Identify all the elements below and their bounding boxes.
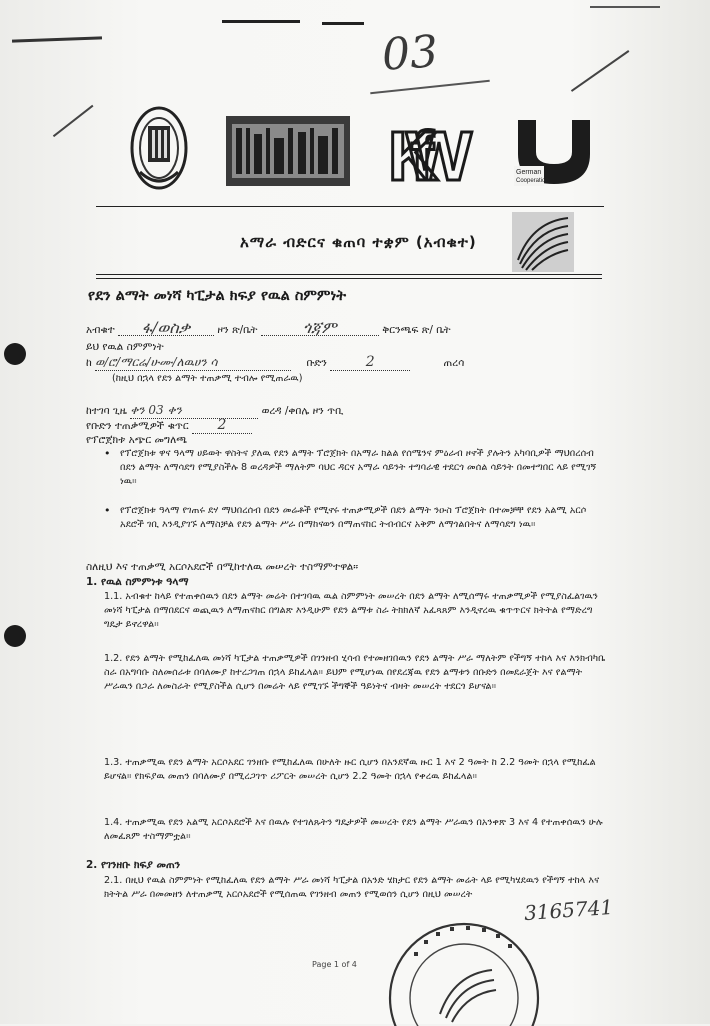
acsi-emblem-logo xyxy=(512,212,574,272)
amhara-emblem-logo xyxy=(128,102,190,194)
title-rule-2 xyxy=(96,278,602,279)
project-bullet-1: የፕሮጀክቱ ዋና ዓላማ ሀይወት ዋስትና ያለዉ የደን ልማት ፕሮጀክት በአማራ ክልል የሰሜንና ምዕራብ ዞኖች ያሉትን አካባቢዎች ማህበረሰብ በደን ልማት ለማሳደግ የሚያስችሉ 8 ወረዳዎች ማለትም ባህር ዳርና አማራ ሳይንት ተግባራዊ ተደርጎ መሰል ሳይንት በመተግበር ላይ የሚገኝ ነዉ። xyxy=(120,448,597,487)
bullet-dot: • xyxy=(104,504,111,517)
german-cooperation-logo xyxy=(514,112,594,190)
label-contract-date: ከተገባ ጊዜ xyxy=(86,405,127,417)
label-member-count: የቡድን ተጠቃሚዎች ቁጥር xyxy=(86,420,189,432)
bullet-dot: • xyxy=(104,447,111,460)
svg-text:KfW: KfW xyxy=(388,117,472,188)
clause-1-1: 1.1. አብቁተ ከላይ የተጠቀሰዉን በደን ልማት መሬት በተገባዉ ዉል ስምምነት መሠረት በደን ልማት ለሚሰማሩ ተጠቃሚዎች የሚያስፈልገዉን መነሻ ካፒታል በማበደርና ወጪዉን ለማጠናከር በግልጽ እንዲሁም የደን ልማቱ ስራ ትክክለኛ አፈጻጸም እንዲኖረዉ ቁጥጥርና ክትትል የማድረግ ግዴታ ይኖረዋል። xyxy=(104,591,598,630)
kfw-logo xyxy=(384,116,476,188)
label-from: ከ xyxy=(86,357,92,369)
value-group-number: 2 xyxy=(330,355,410,371)
acsi-building-logo xyxy=(226,116,350,186)
label-branch-office: ቅርንጫፍ ጽ/ ቤት xyxy=(382,324,451,336)
field-row-4: (ከዚህ በኋላ የደን ልማት ተጠቃሚ ተብሎ የሚጠራዉ) xyxy=(112,373,303,384)
official-stamp xyxy=(384,914,544,1026)
field-row-7: የፕሮጀክቱ አጭር መግለጫ xyxy=(86,434,188,446)
clause-1-3: 1.3. ተጠቃሚዉ የደን ልማት አርሶአደር ገንዘቡ የሚከፈለዉ በሁለት ዙር ሲሆን በአንደኛዉ ዙር 1 እና 2 ዓመት ከ 2.2 ዓመት በኋላ የሚከፈል ይሆናል። የክፍያዉ መጠን በባለሙያ በሚረጋገጥ ሪፖርት መሠረት ሲሆን 2.2 ዓመት በኋላ የቀረዉ ይከፈላል። xyxy=(104,757,596,782)
value-branch: ፋ/ወስቃ xyxy=(118,320,214,336)
clause-2-1: 2.1. በዚህ የዉል ስምምነት የሚከፈለዉ የደን ልማት ሥራ መነሻ ካፒታል በአንድ ሄክታር የደን ልማት መሬት ላይ የሚካሄደዉን የችግኝ ተከላ እና ክትትል ሥራ በመመዘን ለተጠቃሚ አርሶአደሮች የሚሰጠዉ የገንዘብ መጠን የሚወሰን ሲሆን በዚህ መሠረት xyxy=(104,875,600,900)
label-acsi: አብቁተ xyxy=(86,324,115,336)
institution-title: አማራ ብድርና ቁጠባ ተቋም (አብቁተ) xyxy=(240,233,477,251)
page-number: Page 1 of 4 xyxy=(312,960,357,969)
label-woreda: ጠረሳ xyxy=(443,357,465,369)
field-row-5 xyxy=(86,403,626,419)
scan-mark xyxy=(590,6,660,8)
svg-text:Cooperation: Cooperation xyxy=(516,178,549,184)
value-zone: ጎጃም xyxy=(261,320,379,336)
title-rule-1 xyxy=(96,274,602,275)
label-location: ወረዳ /ቀበሌ ዞን ጥቢ xyxy=(261,405,344,417)
intro-line: ስለዚህ እና ተጠቃሚ አርሶአደሮች በሚከተለዉ መሠረት ተስማምተዋል። xyxy=(86,561,359,573)
punch-hole xyxy=(4,625,26,647)
value-member-count: 2 xyxy=(192,418,252,434)
handwritten-amount: 3165741 xyxy=(523,894,614,926)
clause-1-2: 1.2. የደን ልማት የሚከፈለዉ መነሻ ካፒታል ተጠቃሚዎች በገንዘብ ሂሳብ የተመዘገበዉን የደን ልማት ሥራ ማለትም የችግኝ ተከላ እና እንክብካቤ ስራ በአግባቡ ስለመሰራቱ በባለሙያ ከተረጋገጠ በኋላ ይከፈላል። ይህም የሚሆነዉ በየደረጃዉ የደን ልማቱን በቡድን በመደራጀት እና የልማት ሥራዉን በጋራ ለመስራት የሚያስችል ሲሆን በመሬት ላይ የሚገኙ ችግኞች ዓይነትና ብዛት መሠረት ተደርጎ ይሆናል። xyxy=(104,653,606,692)
field-row-1 xyxy=(86,320,626,338)
form-title: የደን ልማት መነሻ ካፒታል ክፍያ የዉል ስምምነት xyxy=(88,288,347,304)
project-bullet-2: የፕሮጀክቱ ዓላማ የገጠሩ ደሃ ማህበረሰብ በደን መሬቶች የሚኖሩ ተጠቃሚዎች በደን ልማት ንዑስ ፕሮጀክት በተመቻቸ የደን አልሚ አርሶ አደሮች ገቢ እንዲያገኙ ለማስቻል የደን ልማት ሥራ በማከናወን በማጠናከር ትብብርና አቅም ለማጎልበትና ለማሳደግ ነዉ። xyxy=(120,505,587,530)
label-zone-office: ዞን ጽ/ቤት xyxy=(217,324,258,336)
scan-mark xyxy=(322,22,364,25)
section-2-title: 2. የገንዘቡ ክፍያ መጠን xyxy=(86,859,181,871)
field-row-3 xyxy=(86,355,646,371)
label-group: ቡድን xyxy=(306,357,327,369)
handwritten-number: 03 xyxy=(380,26,440,81)
scan-mark xyxy=(53,105,93,137)
header-rule xyxy=(96,206,604,207)
scan-mark xyxy=(12,36,102,42)
value-contract-date: ቀን 03 ቀን xyxy=(130,403,258,419)
scan-mark xyxy=(222,20,300,23)
value-beneficiary-name: ወ/ሮ/ማርሬ/ሁሙ/ለዉሀን ሳ xyxy=(95,355,291,371)
scan-mark xyxy=(571,50,629,91)
field-row-2: ይህ የዉል ስምምነት xyxy=(86,341,164,353)
field-row-6 xyxy=(86,418,252,434)
handwritten-underline xyxy=(370,80,490,95)
clause-1-4: 1.4. ተጠቃሚዉ የደን አልሚ አርሶአደሮች እና በዉሉ የተገለጹትን ግዴታዎች መሠረት የደን ልማት ሥራዉን በአንቀጽ 3 እና 4 የተጠቀሰዉን ሁሉ ለመፈጸም ተስማምቷል። xyxy=(104,817,603,842)
svg-text:German: German xyxy=(516,169,542,176)
section-1-title: 1. የዉል ስምምነቱ ዓላማ xyxy=(86,576,189,588)
punch-hole xyxy=(4,343,26,365)
